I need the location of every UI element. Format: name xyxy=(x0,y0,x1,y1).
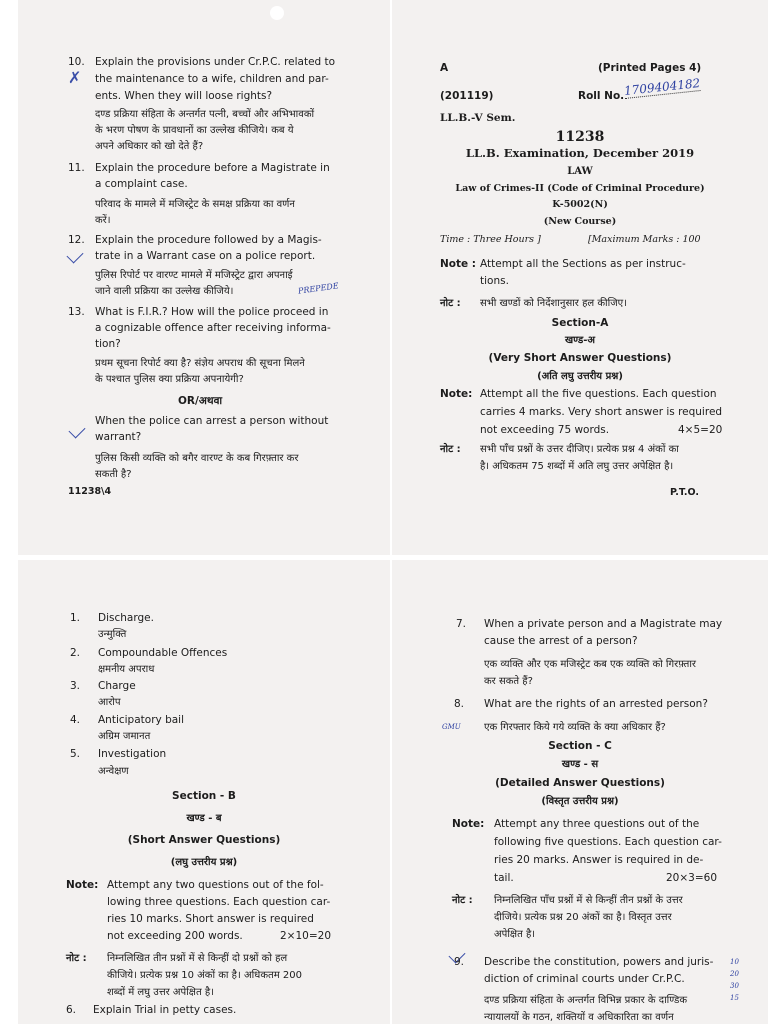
note-text: Attempt all the Sections as per instruc- xyxy=(480,258,686,270)
section-b-subtitle-hindi: (लघु उत्तरीय प्रश्न) xyxy=(170,857,238,868)
marks-formula: 2×10=20 xyxy=(280,930,331,942)
note-text-hindi: शब्दों में लघु उत्तर अपेक्षित है। xyxy=(107,987,214,998)
note-text-hindi: सभी खण्डों को निर्देशानुसार हल कीजिए। xyxy=(480,298,627,309)
new-course-label: (New Course) xyxy=(543,216,617,227)
time-allowed: Time : Three Hours ] xyxy=(440,234,541,245)
item-text-hindi: अग्रिम जमानत xyxy=(98,731,151,742)
note-text: tions. xyxy=(480,275,509,287)
note-text: ries 10 marks. Short answer is required xyxy=(107,913,314,925)
note-text: carries 4 marks. Very short answer is required xyxy=(480,406,723,418)
item-text: Anticipatory bail xyxy=(98,714,185,726)
paper-code-secondary: K-5002(N) xyxy=(552,199,608,210)
question-text-hindi: पुलिस रिपोर्ट पर वारण्ट मामले में मजिस्ट्रेट द्वारा अपनाई xyxy=(95,270,293,281)
question-text-hindi: परिवाद के मामले में मजिस्ट्रेट के समक्ष प्रक्रिया का वर्णन xyxy=(95,199,295,210)
handwritten-note: PREPEDE xyxy=(297,281,340,296)
item-text-hindi: अन्वेक्षण xyxy=(98,766,129,777)
punch-hole xyxy=(270,6,284,20)
question-number: 12. xyxy=(68,234,85,246)
question-text-hindi: एक व्यक्ति और एक मजिस्ट्रेट कब एक व्यक्ति को गिरफ़्तार xyxy=(484,659,696,670)
note-text-hindi: अपेक्षित है। xyxy=(494,929,536,940)
item-text: Charge xyxy=(98,680,136,692)
page-footer-code: 11238\4 xyxy=(68,486,112,497)
page-3-top-half xyxy=(392,560,768,1024)
question-text: a cognizable offence after receiving informa- xyxy=(95,322,331,334)
handwritten-mark: 30 xyxy=(730,982,739,990)
note-label-hindi: नोट : xyxy=(440,444,461,455)
question-number: 10. xyxy=(68,56,85,68)
item-number: 1. xyxy=(70,612,81,624)
item-text-hindi: क्षमनीय अपराध xyxy=(98,664,155,675)
question-text: When a private person and a Magistrate may xyxy=(484,618,723,630)
exam-title: LL.B. Examination, December 2019 xyxy=(465,146,695,160)
course-label: LL.B.-V Sem. xyxy=(440,112,516,124)
question-text: ents. When they will loose rights? xyxy=(95,90,273,102)
please-turn-over: P.T.O. xyxy=(670,487,699,498)
question-text: When the police can arrest a person without xyxy=(95,415,329,427)
section-b-subtitle: (Short Answer Questions) xyxy=(127,834,281,846)
note-label: Note: xyxy=(452,818,485,830)
question-text-hindi: सकती है? xyxy=(95,469,132,480)
question-number: 9. xyxy=(454,956,465,968)
note-text-hindi: दीजिये। प्रत्येक प्रश्न 20 अंकों का है। विस्तृत उत्तर xyxy=(494,912,672,923)
question-text: warrant? xyxy=(95,431,142,443)
maximum-marks: [Maximum Marks : 100 xyxy=(588,234,701,245)
question-text: the maintenance to a wife, children and par- xyxy=(95,73,329,85)
item-text-hindi: आरोप xyxy=(98,697,121,708)
question-text-hindi: पुलिस किसी व्यक्ति को बगैर वारण्ट के कब गिरफ़्तार कर xyxy=(95,453,299,464)
pen-cross-mark: ✗ xyxy=(68,68,82,87)
note-text-hindi: सभी पाँच प्रश्नों के उत्तर दीजिए। प्रत्येक प्रश्न 4 अंकों का xyxy=(480,444,679,455)
note-text: lowing three questions. Each question car- xyxy=(107,896,331,908)
question-number: 13. xyxy=(68,306,85,318)
section-a-subtitle: (Very Short Answer Questions) xyxy=(488,352,672,364)
question-text-hindi: दण्ड प्रक्रिया संहिता के अन्तर्गत विभिन्न प्रकार के दाण्डिक xyxy=(484,995,688,1006)
item-number: 3. xyxy=(70,680,81,692)
paper-number: 11238 xyxy=(555,129,605,145)
handwritten-mark: 15 xyxy=(730,994,739,1002)
question-text-hindi: करें। xyxy=(95,215,111,226)
note-label: Note: xyxy=(66,879,99,891)
note-text-hindi: कीजिये। प्रत्येक प्रश्न 10 अंकों का है। अधिकतम 200 xyxy=(107,970,302,981)
note-text: not exceeding 75 words. xyxy=(480,424,610,436)
note-text-hindi: निम्नलिखित पाँच प्रश्नों में से किन्हीं तीन प्रश्नों के उत्तर xyxy=(494,895,683,906)
item-text: Investigation xyxy=(98,748,167,760)
note-text-hindi: है। अधिकतम 75 शब्दों में अति लघु उत्तर अपेक्षित है। xyxy=(480,461,674,472)
note-label: Note : xyxy=(440,258,476,270)
note-label-hindi: नोट : xyxy=(452,895,473,906)
question-text: Explain the procedure followed by a Magis- xyxy=(95,234,322,246)
section-c-title: Section - C xyxy=(548,740,612,752)
note-text: Attempt any three questions out of the xyxy=(494,818,700,830)
question-text: What are the rights of an arrested person? xyxy=(484,698,708,710)
question-text: trate in a Warrant case on a police report. xyxy=(95,250,316,262)
item-text-hindi: उन्मुक्ति xyxy=(98,629,127,640)
question-text: tion? xyxy=(95,338,121,350)
subject-label: LAW xyxy=(567,166,593,177)
printed-pages: (Printed Pages 4) xyxy=(598,62,702,74)
question-text-hindi: कर सकते हैं? xyxy=(484,676,533,687)
note-text: ries 20 marks. Answer is required in de- xyxy=(494,854,704,866)
question-text: What is F.I.R.? How will the police proceed in xyxy=(95,306,329,318)
question-text: diction of criminal courts under Cr.P.C. xyxy=(484,973,685,985)
question-text-hindi: एक गिरफ्तार किये गये व्यक्ति के क्या अधिकार हैं? xyxy=(484,722,666,733)
question-text: Explain the provisions under Cr.P.C. related to xyxy=(95,56,336,68)
note-label-hindi: नोट : xyxy=(440,298,461,309)
section-c-subtitle-hindi: (विस्तृत उत्तरीय प्रश्न) xyxy=(541,796,619,807)
question-text: Describe the constitution, powers and juris- xyxy=(484,956,714,968)
item-number: 2. xyxy=(70,647,81,659)
question-text: Explain the procedure before a Magistrate in xyxy=(95,162,330,174)
question-text-hindi: के भरण पोषण के प्रावधानों का उल्लेख कीजिये। कब ये xyxy=(95,125,294,136)
note-text: Attempt all the five questions. Each question xyxy=(480,388,717,400)
section-c-subtitle: (Detailed Answer Questions) xyxy=(495,777,665,789)
section-a-subtitle-hindi: (अति लघु उत्तरीय प्रश्न) xyxy=(537,371,623,382)
page-4-top-half xyxy=(18,0,390,555)
item-text: Compoundable Offences xyxy=(98,647,228,659)
page-1-top-half xyxy=(392,0,768,555)
paper-title: Law of Crimes-II (Code of Criminal Procedure) xyxy=(455,183,705,194)
pen-tick-mark xyxy=(67,247,84,264)
marks-formula: 4×5=20 xyxy=(678,424,723,436)
question-text-hindi: न्यायालयों के गठन, शक्तियों व अधिकारिता का वर्णन xyxy=(484,1012,674,1023)
marks-formula: 20×3=60 xyxy=(666,872,717,884)
question-number: 8. xyxy=(454,698,465,710)
question-text: a complaint case. xyxy=(95,178,188,190)
section-b-title: Section - B xyxy=(172,790,236,802)
question-text-hindi: के पश्चात पुलिस क्या प्रक्रिया अपनायेगी? xyxy=(95,374,244,385)
question-number: 7. xyxy=(456,618,467,630)
question-number: 6. xyxy=(66,1004,77,1016)
question-number: 11. xyxy=(68,162,85,174)
page-2-top-half xyxy=(18,560,390,1024)
paper-code: (201119) xyxy=(440,90,494,102)
pen-tick-mark xyxy=(69,422,86,439)
handwritten-note: GMU xyxy=(442,723,461,731)
section-a-title-hindi: खण्ड-अ xyxy=(564,335,596,346)
item-number: 4. xyxy=(70,714,81,726)
section-b-title-hindi: खण्ड - ब xyxy=(186,813,222,824)
or-divider: OR/अथवा xyxy=(178,395,223,407)
handwritten-mark: 10 xyxy=(730,958,739,966)
question-text-hindi: अपने अधिकार को खो देते हैं? xyxy=(95,141,204,152)
section-a-title: Section-A xyxy=(551,317,609,329)
item-number: 5. xyxy=(70,748,81,760)
series-label: A xyxy=(440,62,449,74)
note-text: not exceeding 200 words. xyxy=(107,930,243,942)
handwritten-mark: 20 xyxy=(730,970,739,978)
question-text: Explain Trial in petty cases. xyxy=(93,1004,237,1016)
note-text-hindi: निम्नलिखित तीन प्रश्नों में से किन्हीं दो प्रश्नों को हल xyxy=(107,953,288,964)
note-label-hindi: नोट : xyxy=(66,953,87,964)
note-text: following five questions. Each question car- xyxy=(494,836,722,848)
note-label: Note: xyxy=(440,388,473,400)
question-text-hindi: जाने वाली प्रक्रिया का उल्लेख कीजिये। xyxy=(95,286,234,297)
roll-number-handwritten: 1709404182 xyxy=(623,76,701,98)
item-text: Discharge. xyxy=(98,612,154,624)
question-text-hindi: दण्ड प्रक्रिया संहिता के अन्तर्गत पत्नी, बच्चों और अभिभावकों xyxy=(95,109,315,120)
question-text: cause the arrest of a person? xyxy=(484,635,638,647)
note-text: Attempt any two questions out of the fol- xyxy=(107,879,324,891)
question-text-hindi: प्रथम सूचना रिपोर्ट क्या है? संज्ञेय अपराध की सूचना मिलने xyxy=(95,358,305,369)
note-text: tail. xyxy=(494,872,514,884)
roll-number-label: Roll No. xyxy=(578,90,625,102)
section-c-title-hindi: खण्ड - स xyxy=(561,759,599,770)
